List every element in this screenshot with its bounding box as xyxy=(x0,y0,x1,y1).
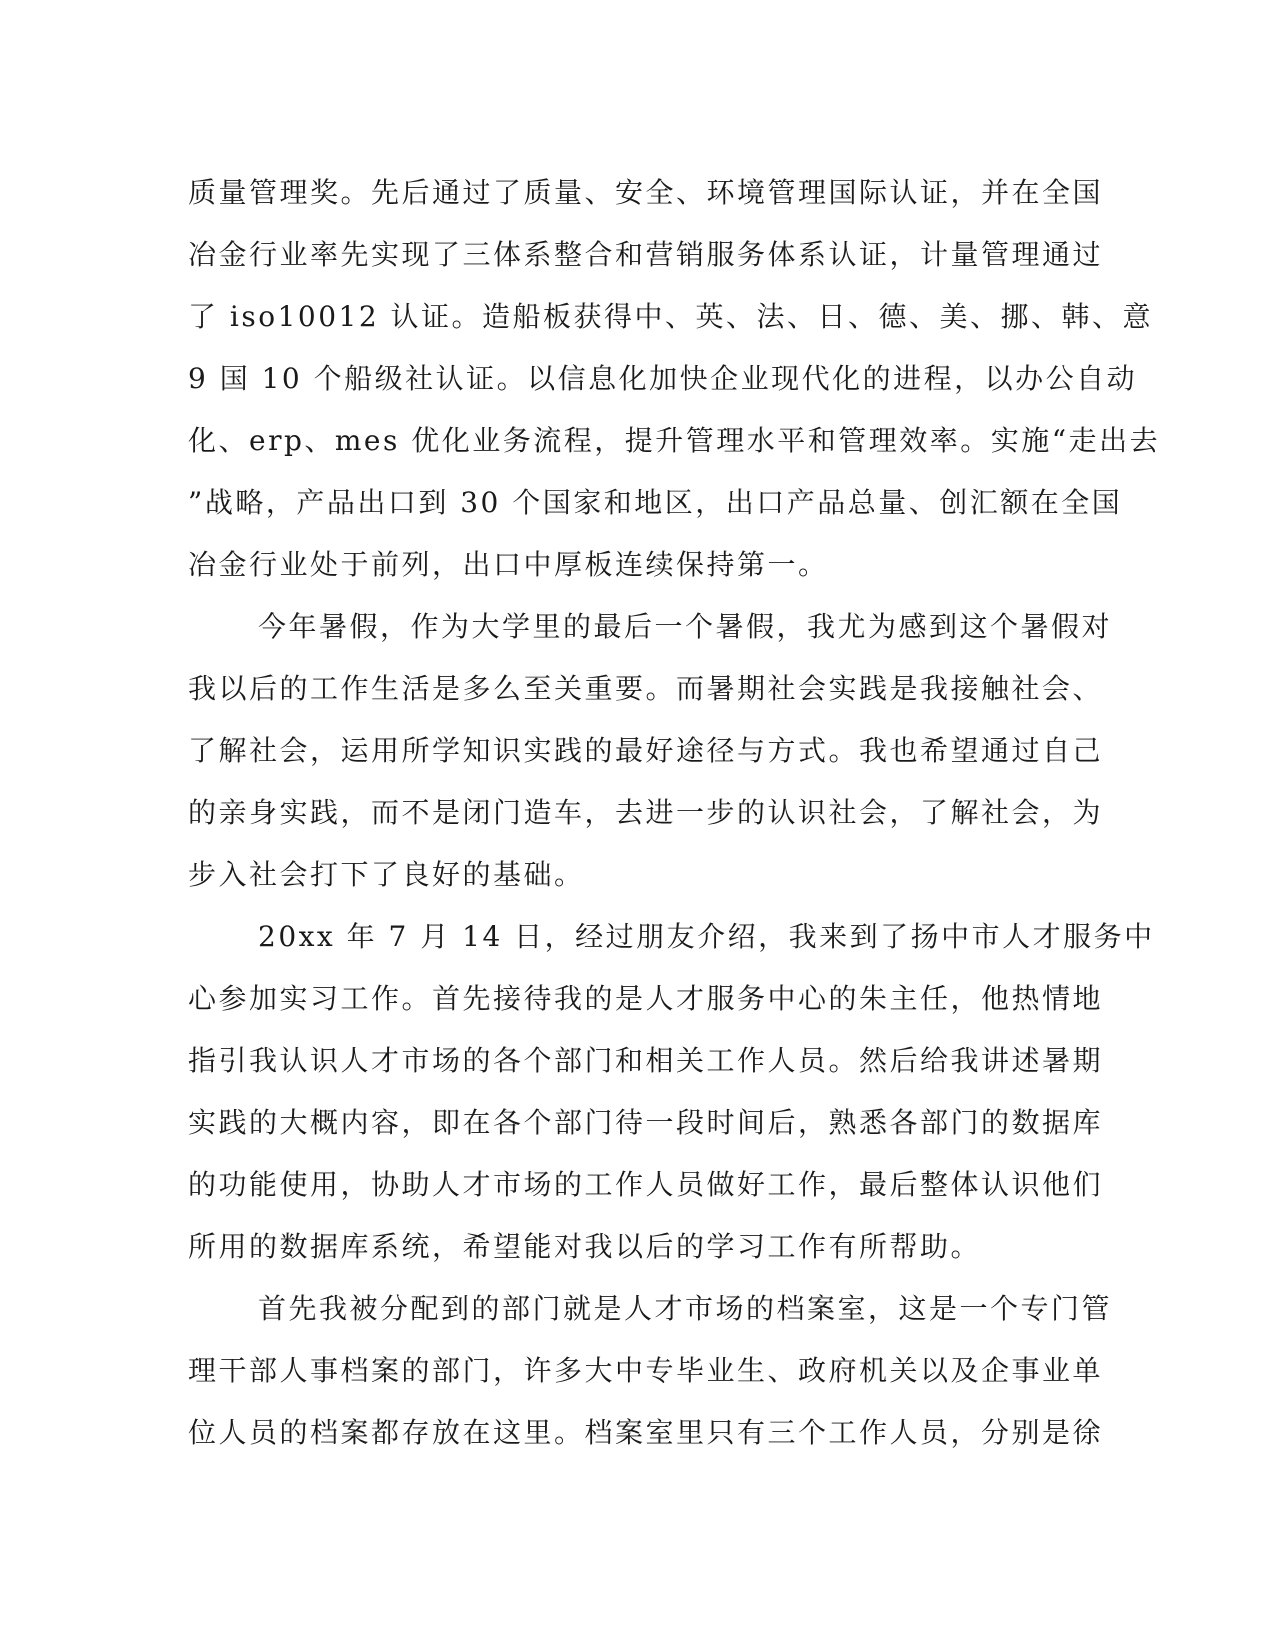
text-line: 化、erp、mes 优化业务流程，提升管理水平和管理效率。实施“走出去 xyxy=(188,424,1161,457)
text-line: 冶金行业率先实现了三体系整合和营销服务体系认证，计量管理通过 xyxy=(188,238,1104,271)
text-line: 冶金行业处于前列，出口中厚板连续保持第一。 xyxy=(188,548,829,581)
text-line: 的功能使用，协助人才市场的工作人员做好工作，最后整体认识他们 xyxy=(188,1168,1104,1201)
text-line: 理干部人事档案的部门，许多大中专毕业生、政府机关以及企事业单 xyxy=(188,1354,1104,1387)
body-text xyxy=(188,162,1161,1464)
text-line: 9 国 10 个船级社认证。以信息化加快企业现代化的进程，以办公自动 xyxy=(188,362,1138,395)
paragraph-first-line: 今年暑假，作为大学里的最后一个暑假，我尤为感到这个暑假对 xyxy=(258,610,1113,643)
text-line: 指引我认识人才市场的各个部门和相关工作人员。然后给我讲述暑期 xyxy=(188,1044,1104,1077)
text-line: 的亲身实践，而不是闭门造车，去进一步的认识社会，了解社会，为 xyxy=(188,796,1104,829)
text-line: 了 iso10012 认证。造船板获得中、英、法、日、德、美、挪、韩、意 xyxy=(188,300,1154,333)
text-line: 我以后的工作生活是多么至关重要。而暑期社会实践是我接触社会、 xyxy=(188,672,1104,705)
text-line: 实践的大概内容，即在各个部门待一段时间后，熟悉各部门的数据库 xyxy=(188,1106,1104,1139)
text-line: 了解社会，运用所学知识实践的最好途径与方式。我也希望通过自己 xyxy=(188,734,1104,767)
text-line: 质量管理奖。先后通过了质量、安全、环境管理国际认证，并在全国 xyxy=(188,176,1104,209)
text-line: 所用的数据库系统，希望能对我以后的学习工作有所帮助。 xyxy=(188,1230,982,1263)
paragraph-first-line: 20xx 年 7 月 14 日，经过朋友介绍，我来到了扬中市人才服务中 xyxy=(258,920,1155,953)
text-line: ”战略，产品出口到 30 个国家和地区，出口产品总量、创汇额在全国 xyxy=(188,486,1123,519)
text-line: 心参加实习工作。首先接待我的是人才服务中心的朱主任，他热情地 xyxy=(188,982,1104,1015)
text-line: 步入社会打下了良好的基础。 xyxy=(188,858,585,891)
text-line: 位人员的档案都存放在这里。档案室里只有三个工作人员，分别是徐 xyxy=(188,1416,1104,1449)
paragraph-first-line: 首先我被分配到的部门就是人才市场的档案室，这是一个专门管 xyxy=(258,1292,1113,1325)
